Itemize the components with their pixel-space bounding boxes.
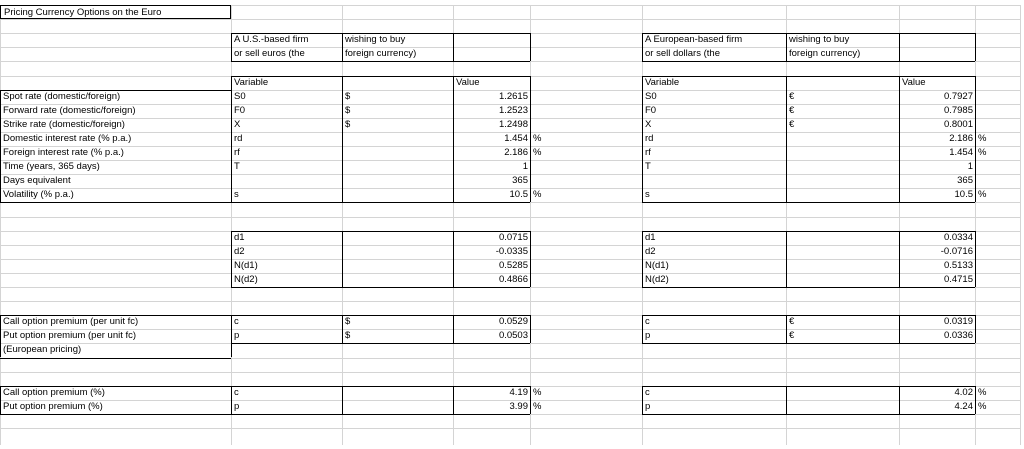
us-d-value[interactable]: 0.4866 xyxy=(498,273,528,285)
row-label[interactable]: Domestic interest rate (% p.a.) xyxy=(3,132,132,144)
us-currency-symbol[interactable]: $ xyxy=(345,118,351,130)
eu-variable[interactable]: rf xyxy=(645,147,651,158)
eu-currency-symbol[interactable]: € xyxy=(789,118,795,130)
eu-pct-value[interactable]: 4.24 xyxy=(954,400,973,412)
value-header[interactable]: Value xyxy=(456,76,480,88)
eu-pct-variable[interactable]: p xyxy=(645,400,651,412)
eu-premium-value[interactable]: 0.0336 xyxy=(943,330,973,342)
eu-pct-unit[interactable] xyxy=(975,104,1020,118)
us-d-variable[interactable]: N(d2) xyxy=(234,273,258,285)
eu-currency-symbol[interactable]: € xyxy=(789,104,795,116)
eu-premium-symbol[interactable]: € xyxy=(789,330,795,342)
us-premium-variable[interactable]: p xyxy=(234,330,240,342)
eu-d-variable[interactable]: N(d2) xyxy=(645,273,669,285)
us-currency-symbol[interactable] xyxy=(342,188,453,202)
eu-variable[interactable]: F0 xyxy=(645,104,657,116)
eu-d-value[interactable]: 0.5133 xyxy=(943,259,973,271)
us-pct-unit[interactable] xyxy=(530,90,642,104)
eu-pct-unit[interactable] xyxy=(975,174,1020,188)
eu-value[interactable]: 10.5 xyxy=(954,189,973,201)
us-variable[interactable] xyxy=(231,174,342,188)
eu-premium-value[interactable]: 0.0319 xyxy=(943,316,973,328)
eu-d-value[interactable]: -0.0716 xyxy=(940,245,973,257)
us-value[interactable]: 2.186 xyxy=(504,147,528,158)
eu-d-value[interactable]: 0.0334 xyxy=(943,231,973,243)
us-value[interactable]: 365 xyxy=(512,175,528,187)
eu-value[interactable]: 1 xyxy=(967,161,973,173)
us-d-variable[interactable]: d1 xyxy=(234,231,245,243)
eu-pct-sign[interactable]: % xyxy=(978,386,987,398)
us-value[interactable]: 1.2615 xyxy=(498,90,528,102)
us-premium-value[interactable]: 0.0529 xyxy=(498,316,528,328)
eu-header-line2[interactable]: or sell dollars (the xyxy=(645,48,720,60)
us-currency-symbol[interactable] xyxy=(342,132,453,146)
eu-premium-variable[interactable]: p xyxy=(645,330,651,342)
eu-value[interactable]: 0.7927 xyxy=(943,90,973,102)
eu-value[interactable]: 0.7985 xyxy=(943,104,973,116)
us-pct-unit[interactable]: % xyxy=(533,147,542,158)
us-premium-variable[interactable]: c xyxy=(234,316,239,328)
eu-variable[interactable]: s xyxy=(645,189,650,201)
us-premium-symbol[interactable]: $ xyxy=(345,330,351,342)
eu-premium-variable[interactable]: c xyxy=(645,316,650,328)
row-label[interactable]: Foreign interest rate (% p.a.) xyxy=(3,147,124,158)
eu-pct-variable[interactable]: c xyxy=(645,386,650,398)
us-premium-value[interactable]: 0.0503 xyxy=(498,330,528,342)
us-value[interactable]: 1.454 xyxy=(504,132,528,144)
us-pct-unit[interactable] xyxy=(530,174,642,188)
eu-currency-symbol[interactable] xyxy=(786,146,899,160)
row-label[interactable]: Days equivalent xyxy=(3,175,71,187)
pct-premium-label[interactable]: Put option premium (%) xyxy=(3,400,103,412)
eu-pct-unit[interactable]: % xyxy=(978,189,987,201)
eu-premium-symbol[interactable]: € xyxy=(789,316,795,328)
us-currency-symbol[interactable]: $ xyxy=(345,90,351,102)
us-value[interactable]: 1.2523 xyxy=(498,104,528,116)
us-pct-unit[interactable]: % xyxy=(533,132,542,144)
us-variable[interactable]: rf xyxy=(234,147,240,158)
us-variable[interactable]: S0 xyxy=(234,90,246,102)
eu-pct-value[interactable]: 4.02 xyxy=(954,386,973,398)
us-currency-symbol[interactable]: $ xyxy=(345,104,351,116)
row-label[interactable]: Strike rate (domestic/foreign) xyxy=(3,118,125,130)
eu-value[interactable]: 2.186 xyxy=(949,132,973,144)
eu-header-right-line2[interactable]: foreign currency) xyxy=(789,48,861,60)
eu-variable[interactable] xyxy=(642,174,786,188)
us-variable[interactable]: X xyxy=(234,118,241,130)
eu-d-variable[interactable]: d2 xyxy=(645,245,656,257)
us-value[interactable]: 10.5 xyxy=(509,189,528,201)
eu-pct-unit[interactable] xyxy=(975,90,1020,104)
eu-d-variable[interactable]: d1 xyxy=(645,231,656,243)
eu-header-right-line1[interactable]: wishing to buy xyxy=(789,34,850,46)
eu-pct-unit[interactable] xyxy=(975,118,1020,132)
us-pct-unit[interactable] xyxy=(530,160,642,174)
eu-variable[interactable]: T xyxy=(645,161,651,173)
us-pct-variable[interactable]: c xyxy=(234,386,239,398)
eu-pct-unit[interactable] xyxy=(975,160,1020,174)
us-pct-sign[interactable]: % xyxy=(533,400,542,412)
eu-currency-symbol[interactable] xyxy=(786,174,899,188)
eu-variable-header[interactable]: Variable xyxy=(645,76,680,88)
eu-value[interactable]: 1.454 xyxy=(949,147,973,158)
us-pct-unit[interactable] xyxy=(530,104,642,118)
eu-value[interactable]: 365 xyxy=(957,175,973,187)
us-header-line1[interactable]: A U.S.-based firm xyxy=(234,34,309,46)
us-d-value[interactable]: 0.5285 xyxy=(498,259,528,271)
us-header-right-line1[interactable]: wishing to buy xyxy=(345,34,406,46)
us-d-value[interactable]: 0.0715 xyxy=(498,231,528,243)
us-header-right-line2[interactable]: foreign currency) xyxy=(345,48,417,60)
us-pct-value[interactable]: 4.19 xyxy=(509,386,528,398)
us-pct-variable[interactable]: p xyxy=(234,400,240,412)
us-variable[interactable]: rd xyxy=(234,132,243,144)
variable-header[interactable]: Variable xyxy=(234,76,269,88)
eu-pct-unit[interactable]: % xyxy=(978,132,987,144)
row-label[interactable]: Volatility (% p.a.) xyxy=(3,189,74,201)
eu-value[interactable]: 0.8001 xyxy=(943,118,973,130)
eu-header-line1[interactable]: A European-based firm xyxy=(645,34,743,46)
eu-variable[interactable]: rd xyxy=(645,132,654,144)
us-pct-value[interactable]: 3.99 xyxy=(509,400,528,412)
row-label[interactable]: Spot rate (domestic/foreign) xyxy=(3,90,121,102)
premium-label[interactable]: Put option premium (per unit fc) xyxy=(3,330,137,342)
us-currency-symbol[interactable] xyxy=(342,160,453,174)
pct-premium-label[interactable]: Call option premium (%) xyxy=(3,386,105,398)
us-variable[interactable]: F0 xyxy=(234,104,246,116)
eu-variable[interactable]: X xyxy=(645,118,652,130)
european-pricing-note[interactable]: (European pricing) xyxy=(3,344,82,356)
eu-currency-symbol[interactable] xyxy=(786,160,899,174)
us-premium-symbol[interactable]: $ xyxy=(345,316,351,328)
row-label[interactable]: Time (years, 365 days) xyxy=(3,161,100,173)
eu-currency-symbol[interactable] xyxy=(786,188,899,202)
us-pct-unit[interactable] xyxy=(530,118,642,132)
us-pct-unit[interactable]: % xyxy=(533,189,542,201)
title-cell[interactable]: Pricing Currency Options on the Euro xyxy=(0,5,231,19)
eu-variable[interactable]: S0 xyxy=(645,90,657,102)
us-d-value[interactable]: -0.0335 xyxy=(495,245,528,257)
row-label[interactable]: Forward rate (domestic/foreign) xyxy=(3,104,136,116)
eu-pct-sign[interactable]: % xyxy=(978,400,987,412)
eu-d-value[interactable]: 0.4715 xyxy=(943,273,973,285)
us-pct-sign[interactable]: % xyxy=(533,386,542,398)
us-currency-symbol[interactable] xyxy=(342,174,453,188)
us-variable[interactable]: T xyxy=(234,161,240,173)
eu-pct-unit[interactable]: % xyxy=(978,147,987,158)
us-value[interactable]: 1.2498 xyxy=(498,118,528,130)
us-currency-symbol[interactable] xyxy=(342,146,453,160)
eu-currency-symbol[interactable]: € xyxy=(789,90,795,102)
us-header-line2[interactable]: or sell euros (the xyxy=(234,48,305,60)
us-value[interactable]: 1 xyxy=(522,161,528,173)
eu-value-header[interactable]: Value xyxy=(902,76,926,88)
eu-d-variable[interactable]: N(d1) xyxy=(645,259,669,271)
premium-label[interactable]: Call option premium (per unit fc) xyxy=(3,316,139,328)
us-d-variable[interactable]: N(d1) xyxy=(234,259,258,271)
us-d-variable[interactable]: d2 xyxy=(234,245,245,257)
eu-currency-symbol[interactable] xyxy=(786,132,899,146)
us-variable[interactable]: s xyxy=(234,189,239,201)
